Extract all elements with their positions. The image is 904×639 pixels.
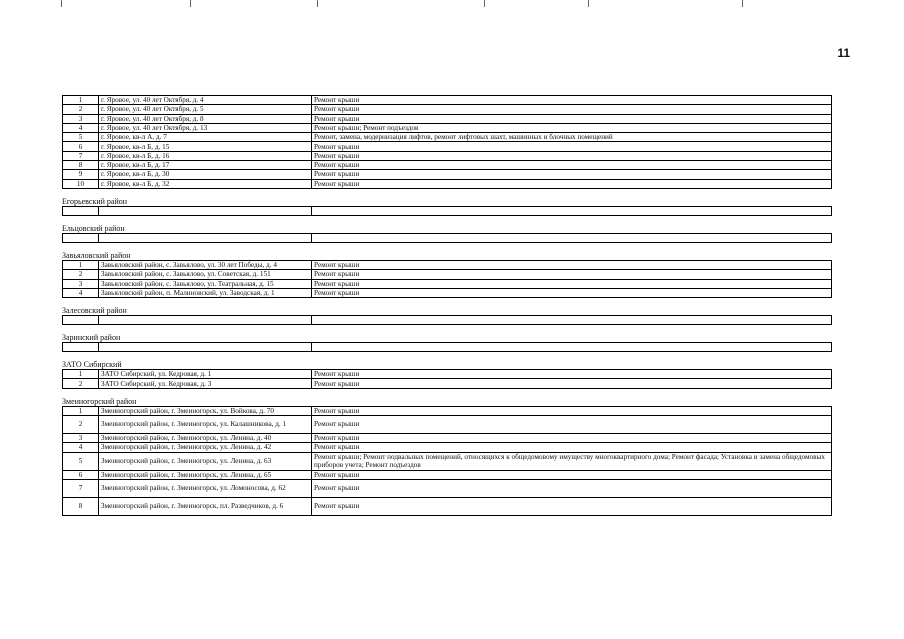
address-cell: Завьяловский район, с. Завьялово, ул. Театральная, д. 15 bbox=[99, 279, 312, 288]
address-cell: г. Яровое, кв-л Б, д. 15 bbox=[99, 142, 312, 151]
work-type-cell: Ремонт крыши bbox=[312, 260, 832, 269]
address-cell: г. Яровое, кв-л Б, д. 16 bbox=[99, 151, 312, 160]
row-number: 2 bbox=[63, 105, 99, 114]
district-heading: Залесовский район bbox=[62, 306, 127, 316]
row-number: 9 bbox=[63, 170, 99, 179]
district-table bbox=[62, 315, 832, 325]
work-type-cell: Ремонт крыши bbox=[312, 151, 832, 160]
table-row bbox=[63, 142, 832, 151]
table-row bbox=[63, 114, 832, 123]
row-number: 8 bbox=[63, 497, 99, 515]
row-number: 1 bbox=[63, 406, 99, 415]
district-table bbox=[62, 369, 832, 389]
empty-row bbox=[63, 343, 832, 352]
district-table bbox=[62, 233, 832, 243]
district-heading: Завьяловский район bbox=[62, 250, 131, 260]
district-heading: Заринский район bbox=[62, 333, 121, 343]
district-heading: Ельцовский район bbox=[62, 223, 125, 233]
address-cell: Змеиногорский район, г. Змеиногорск, ул. Ленина, д. 40 bbox=[99, 434, 312, 443]
page-number: 11 bbox=[837, 46, 850, 60]
district-table bbox=[62, 342, 832, 352]
address-cell: Завьяловский район, п. Малиновский, ул. Заводская, д. 1 bbox=[99, 288, 312, 297]
table-row bbox=[63, 479, 832, 497]
work-type-cell: Ремонт, замена, модернизация лифтов, ремонт лифтовых шахт, машинных и блочных помещений bbox=[312, 133, 832, 142]
work-type-cell: Ремонт крыши bbox=[312, 105, 832, 114]
work-type-cell: Ремонт крыши bbox=[312, 416, 832, 434]
empty-row bbox=[63, 206, 832, 215]
work-type-cell: Ремонт крыши bbox=[312, 170, 832, 179]
work-type-cell: Ремонт крыши; Ремонт подъездов bbox=[312, 123, 832, 132]
work-type-cell: Ремонт крыши; Ремонт подвальных помещений, относящихся к общедомовому имуществу многоквартирного дома; Ремонт фасада; Установка и замена общедомовых приборов учета; Ремонт подъездов bbox=[312, 452, 832, 470]
district-table bbox=[62, 406, 832, 516]
empty-row bbox=[63, 316, 832, 325]
work-type-cell: Ремонт крыши bbox=[312, 270, 832, 279]
work-type-cell: Ремонт крыши bbox=[312, 379, 832, 388]
table-row bbox=[63, 406, 832, 415]
repair-program-table bbox=[62, 95, 831, 516]
address-cell: г. Яровое, кв-л А, д. 7 bbox=[99, 133, 312, 142]
row-number: 5 bbox=[63, 133, 99, 142]
table-row bbox=[63, 379, 832, 388]
row-number: 3 bbox=[63, 279, 99, 288]
table-row bbox=[63, 96, 832, 105]
row-number: 6 bbox=[63, 470, 99, 479]
row-number: 7 bbox=[63, 479, 99, 497]
address-cell: Завьяловский район, с. Завьялово, ул. Советская, д. 151 bbox=[99, 270, 312, 279]
row-number: 5 bbox=[63, 452, 99, 470]
address-cell: г. Яровое, ул. 40 лет Октября, д. 8 bbox=[99, 114, 312, 123]
row-number: 1 bbox=[63, 370, 99, 379]
row-number: 3 bbox=[63, 434, 99, 443]
work-type-cell: Ремонт крыши bbox=[312, 434, 832, 443]
work-type-cell: Ремонт крыши bbox=[312, 370, 832, 379]
address-cell: ЗАТО Сибирский, ул. Кедровая, д. 1 bbox=[99, 370, 312, 379]
row-number: 2 bbox=[63, 416, 99, 434]
address-cell: г. Яровое, кв-л Б, д. 32 bbox=[99, 179, 312, 188]
address-cell: Змеиногорский район, г. Змеиногорск, ул. Войкова, д. 70 bbox=[99, 406, 312, 415]
table-row bbox=[63, 270, 832, 279]
row-number: 3 bbox=[63, 114, 99, 123]
row-number: 10 bbox=[63, 179, 99, 188]
table-row bbox=[63, 151, 832, 160]
table-row bbox=[63, 452, 832, 470]
work-type-cell: Ремонт крыши bbox=[312, 161, 832, 170]
row-number: 8 bbox=[63, 161, 99, 170]
table-row bbox=[63, 123, 832, 132]
table-row bbox=[63, 370, 832, 379]
address-cell: Змеиногорский район, г. Змеиногорск, ул. Ленина, д. 63 bbox=[99, 452, 312, 470]
row-number: 2 bbox=[63, 379, 99, 388]
address-cell: г. Яровое, кв-л Б, д. 30 bbox=[99, 170, 312, 179]
table-row bbox=[63, 279, 832, 288]
row-number: 1 bbox=[63, 260, 99, 269]
district-table bbox=[62, 260, 832, 298]
address-cell: Завьяловский район, с. Завьялово, ул. 30 лет Победы, д. 4 bbox=[99, 260, 312, 269]
district-heading: Егорьевский район bbox=[62, 196, 128, 206]
work-type-cell: Ремонт крыши bbox=[312, 142, 832, 151]
table-row bbox=[63, 470, 832, 479]
table-row bbox=[63, 133, 832, 142]
address-cell: Змеиногорский район, г. Змеиногорск, ул. Ленина, д. 65 bbox=[99, 470, 312, 479]
row-number: 2 bbox=[63, 270, 99, 279]
work-type-cell: Ремонт крыши bbox=[312, 179, 832, 188]
row-number: 4 bbox=[63, 443, 99, 452]
district-table bbox=[62, 206, 832, 216]
work-type-cell: Ремонт крыши bbox=[312, 406, 832, 415]
address-cell: Змеиногорский район, г. Змеиногорск, ул. Калашникова, д. 1 bbox=[99, 416, 312, 434]
table-row bbox=[63, 497, 832, 515]
address-cell: ЗАТО Сибирский, ул. Кедровая, д. 3 bbox=[99, 379, 312, 388]
work-type-cell: Ремонт крыши bbox=[312, 470, 832, 479]
table-row bbox=[63, 170, 832, 179]
work-type-cell: Ремонт крыши bbox=[312, 288, 832, 297]
table-row bbox=[63, 260, 832, 269]
district-heading: ЗАТО Сибирский bbox=[62, 360, 122, 370]
work-type-cell: Ремонт крыши bbox=[312, 497, 832, 515]
work-type-cell: Ремонт крыши bbox=[312, 114, 832, 123]
work-type-cell: Ремонт крыши bbox=[312, 279, 832, 288]
work-type-cell: Ремонт крыши bbox=[312, 96, 832, 105]
address-cell: г. Яровое, ул. 40 лет Октября, д. 4 bbox=[99, 96, 312, 105]
table-row bbox=[63, 161, 832, 170]
scan-edge-marks bbox=[0, 0, 904, 8]
table-row bbox=[63, 434, 832, 443]
district-heading: Змеиногорский район bbox=[62, 396, 137, 406]
address-cell: г. Яровое, ул. 40 лет Октября, д. 5 bbox=[99, 105, 312, 114]
row-number: 7 bbox=[63, 151, 99, 160]
table-row bbox=[63, 179, 832, 188]
district-table bbox=[62, 95, 832, 189]
row-number: 1 bbox=[63, 96, 99, 105]
empty-row bbox=[63, 233, 832, 242]
table-row bbox=[63, 105, 832, 114]
table-row bbox=[63, 288, 832, 297]
work-type-cell: Ремонт крыши bbox=[312, 443, 832, 452]
table-row bbox=[63, 416, 832, 434]
row-number: 4 bbox=[63, 288, 99, 297]
address-cell: Змеиногорский район, г. Змеиногорск, ул. Ломоносова, д. 62 bbox=[99, 479, 312, 497]
row-number: 6 bbox=[63, 142, 99, 151]
address-cell: г. Яровое, кв-л Б, д. 17 bbox=[99, 161, 312, 170]
table-row bbox=[63, 443, 832, 452]
address-cell: г. Яровое, ул. 40 лет Октября, д. 13 bbox=[99, 123, 312, 132]
work-type-cell: Ремонт крыши bbox=[312, 479, 832, 497]
address-cell: Змеиногорский район, г. Змеиногорск, пл. Разведчиков, д. 6 bbox=[99, 497, 312, 515]
row-number: 4 bbox=[63, 123, 99, 132]
address-cell: Змеиногорский район, г. Змеиногорск, ул. Ленина, д. 42 bbox=[99, 443, 312, 452]
